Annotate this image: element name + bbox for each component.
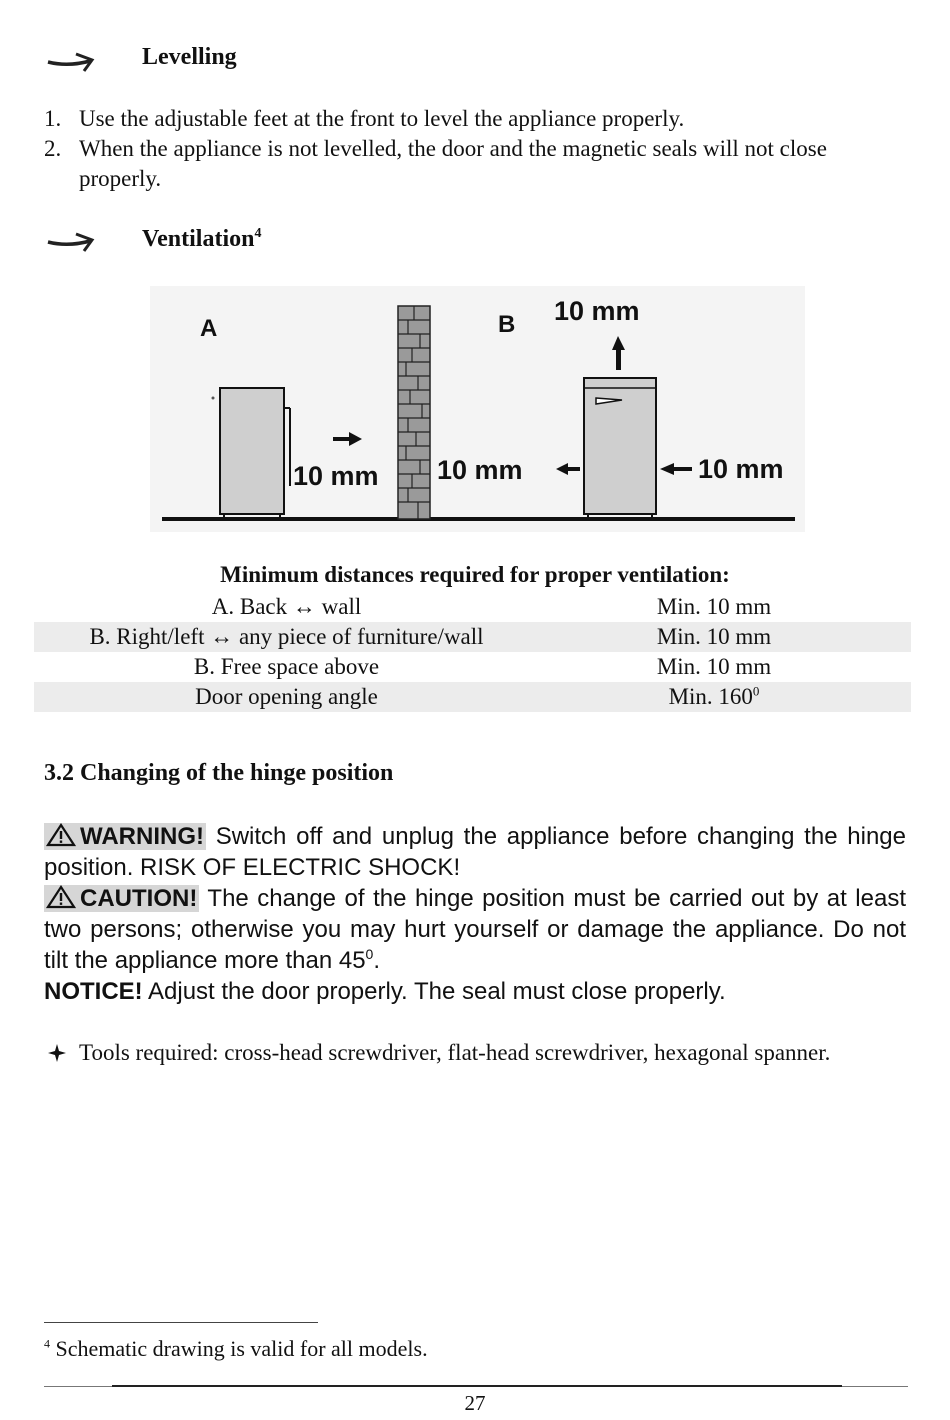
list-item-number: 1. bbox=[44, 106, 62, 131]
warning-label: WARNING! bbox=[80, 823, 204, 850]
table-cell-value-text: Min. 160 bbox=[668, 684, 753, 709]
appliance-b-icon bbox=[584, 378, 656, 519]
diamond-bullet-icon bbox=[48, 1044, 66, 1062]
table-cell-item: B. Free space above bbox=[193, 654, 380, 679]
warning-text: Switch off and unplug the appliance before changing the hinge position. RISK OF ELECTRIC SHOCK! bbox=[44, 823, 906, 881]
dimension-back-label: 10 mm bbox=[293, 461, 379, 491]
tools-text: Tools required: cross-head screwdriver, flat-head screwdriver, hexagonal spanner. bbox=[79, 1040, 831, 1065]
caution-tag bbox=[44, 885, 199, 912]
footer-divider-bold bbox=[112, 1385, 842, 1387]
warning-triangle-icon bbox=[46, 823, 76, 847]
notice-line bbox=[44, 976, 906, 1007]
table-cell-item: Door opening angle bbox=[195, 684, 378, 709]
section-title: 3.2 Changing of the hinge position bbox=[44, 760, 394, 786]
table-row bbox=[34, 622, 911, 652]
caution-text: The change of the hinge position must be carried out by at least two persons; otherwise you may hurt yourself or damage the appliance. Do not tilt the appliance more than 45 bbox=[44, 885, 906, 974]
levelling-heading: Levelling bbox=[142, 44, 237, 70]
ventilation-diagram bbox=[150, 286, 805, 532]
warning-triangle-icon bbox=[46, 885, 76, 909]
arrow-icon bbox=[46, 231, 98, 253]
figure-label-a: A bbox=[200, 315, 218, 342]
table-cell-value: Min. 10 mm bbox=[656, 654, 772, 679]
ventilation-heading bbox=[142, 226, 261, 253]
figure-label-b: B bbox=[498, 311, 516, 338]
table-cell-item: B. Right/left ↔ any piece of furniture/wall bbox=[89, 624, 484, 649]
list-item: Use the adjustable feet at the front to level the appliance properly. bbox=[79, 106, 685, 131]
arrow-icon bbox=[46, 51, 98, 73]
list-item-number: 2. bbox=[44, 136, 62, 161]
caution-label: CAUTION! bbox=[80, 885, 198, 912]
wall-icon bbox=[398, 306, 430, 519]
table-cell-item: A. Back ↔ wall bbox=[211, 594, 362, 619]
footnote-number: 4 bbox=[44, 1336, 50, 1351]
warning-notice bbox=[44, 821, 906, 883]
table-row bbox=[34, 592, 911, 622]
table-caption: Minimum distances required for proper ventilation: bbox=[220, 562, 730, 587]
table-cell-value bbox=[594, 682, 834, 712]
dimension-wall-label: 10 mm bbox=[437, 455, 523, 485]
dimension-side-label: 10 mm bbox=[698, 454, 784, 484]
footnote-divider bbox=[44, 1322, 318, 1323]
caution-text-end: . bbox=[373, 947, 381, 974]
footnote-ref: 4 bbox=[254, 226, 262, 241]
table-row bbox=[34, 652, 911, 682]
notice-label: NOTICE! bbox=[44, 978, 143, 1005]
degree-superscript: 0 bbox=[365, 946, 374, 962]
notice-text: Adjust the door properly. The seal must close properly. bbox=[142, 978, 726, 1005]
dimension-above-label: 10 mm bbox=[554, 296, 640, 326]
table-cell-value: Min. 10 mm bbox=[656, 624, 772, 649]
caution-notice bbox=[44, 883, 906, 976]
list-item: When the appliance is not levelled, the door and the magnetic seals will not close properly. bbox=[79, 136, 827, 191]
appliance-a-icon bbox=[212, 388, 291, 519]
warning-tag bbox=[44, 823, 206, 850]
footnote bbox=[44, 1336, 428, 1362]
page-number: 27 bbox=[464, 1391, 486, 1415]
degree-superscript: 0 bbox=[752, 683, 760, 699]
table-cell-value: Min. 10 mm bbox=[656, 594, 772, 619]
table-row bbox=[34, 682, 911, 712]
footnote-text: Schematic drawing is valid for all models. bbox=[50, 1336, 428, 1361]
ventilation-heading-text: Ventilation bbox=[142, 226, 255, 252]
